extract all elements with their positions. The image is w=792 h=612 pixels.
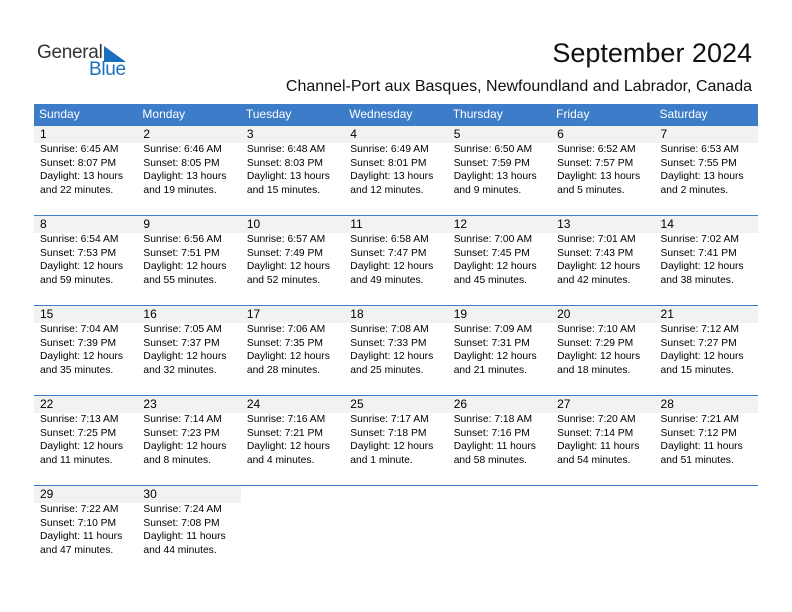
sunrise-time: Sunrise: 6:50 AM	[453, 144, 533, 155]
sunrise-time: Sunrise: 7:18 AM	[453, 414, 533, 425]
daylight-minutes: and 45 minutes.	[453, 274, 527, 286]
daylight-hours: Daylight: 12 hours	[350, 441, 434, 453]
day-info	[143, 233, 226, 287]
day-cell	[34, 216, 137, 306]
week-row	[34, 305, 758, 396]
week-row	[34, 125, 758, 216]
day-cell	[344, 396, 447, 486]
week-row	[34, 395, 758, 486]
sunset-time: Sunset: 7:16 PM	[453, 427, 530, 439]
logo-blue-text: Blue	[89, 59, 126, 80]
daylight-hours: Daylight: 12 hours	[246, 351, 330, 363]
daylight-hours: Daylight: 13 hours	[40, 171, 123, 183]
day-cell	[448, 396, 551, 486]
day-cell	[655, 126, 758, 216]
location-subtitle: Channel-Port aux Basques, Newfoundland and Labrador, Canada	[285, 78, 752, 95]
daylight-minutes: and 55 minutes.	[143, 274, 217, 286]
day-number-bar	[241, 126, 344, 143]
daylight-minutes: and 47 minutes.	[40, 544, 114, 556]
day-number: 14	[660, 217, 674, 231]
daylight-hours: Daylight: 12 hours	[246, 441, 330, 453]
daylight-hours: Daylight: 11 hours	[453, 441, 536, 453]
sunrise-time: Sunrise: 7:10 AM	[557, 324, 636, 335]
day-number: 4	[350, 127, 357, 141]
weekday-monday: Monday	[142, 107, 186, 121]
sunrise-time: Sunrise: 7:00 AM	[453, 234, 533, 245]
day-cell	[551, 396, 654, 486]
day-number: 9	[143, 217, 151, 231]
sunrise-time: Sunrise: 7:13 AM	[40, 414, 119, 425]
day-cell	[655, 396, 758, 486]
day-number: 22	[40, 397, 54, 411]
day-cell	[34, 396, 137, 486]
daylight-minutes: and 15 minutes.	[660, 364, 734, 376]
sunrise-time: Sunrise: 7:17 AM	[350, 414, 429, 425]
sunrise-time: Sunrise: 6:52 AM	[557, 144, 636, 155]
day-number-bar	[551, 126, 654, 143]
daylight-hours: Daylight: 12 hours	[453, 261, 537, 273]
sunrise-time: Sunrise: 7:08 AM	[350, 324, 429, 335]
day-info	[557, 323, 640, 377]
sunrise-time: Sunrise: 6:48 AM	[246, 144, 326, 155]
day-number: 11	[350, 217, 363, 231]
daylight-hours: Daylight: 12 hours	[143, 441, 227, 453]
sunrise-time: Sunrise: 7:22 AM	[40, 504, 119, 515]
day-cell	[344, 216, 447, 306]
daylight-hours: Daylight: 11 hours	[557, 441, 640, 453]
daylight-minutes: and 4 minutes.	[246, 454, 315, 466]
weekday-wednesday: Wednesday	[349, 107, 413, 121]
day-number: 21	[660, 307, 674, 321]
weekday-friday: Friday	[556, 107, 590, 121]
day-info	[350, 323, 433, 377]
daylight-hours: Daylight: 12 hours	[660, 261, 744, 273]
sunrise-time: Sunrise: 6:49 AM	[350, 144, 429, 155]
daylight-hours: Daylight: 12 hours	[557, 351, 641, 363]
sunset-time: Sunset: 7:08 PM	[143, 517, 220, 529]
daylight-hours: Daylight: 11 hours	[143, 531, 226, 543]
day-cell	[551, 216, 654, 306]
daylight-hours: Daylight: 12 hours	[350, 261, 434, 273]
day-info	[661, 323, 744, 377]
daylight-minutes: and 9 minutes.	[453, 184, 522, 196]
sunrise-time: Sunrise: 6:45 AM	[40, 144, 119, 155]
sunrise-time: Sunrise: 6:46 AM	[143, 144, 222, 155]
day-info	[454, 233, 537, 287]
day-number: 17	[246, 307, 261, 321]
empty-day-cell	[241, 486, 344, 576]
sunset-time: Sunset: 7:35 PM	[246, 337, 323, 349]
daylight-hours: Daylight: 12 hours	[453, 351, 537, 363]
sunset-time: Sunset: 7:23 PM	[143, 427, 220, 439]
day-info	[247, 233, 330, 287]
daylight-minutes: and 15 minutes.	[246, 184, 321, 196]
sunset-time: Sunset: 7:47 PM	[350, 247, 427, 259]
sunrise-time: Sunrise: 7:14 AM	[143, 414, 222, 425]
day-cell	[241, 396, 344, 486]
daylight-minutes: and 21 minutes.	[453, 364, 527, 376]
day-number: 19	[453, 307, 468, 321]
sunset-time: Sunset: 7:27 PM	[660, 337, 737, 349]
day-number-bar	[137, 216, 240, 233]
daylight-hours: Daylight: 13 hours	[246, 171, 330, 183]
sunset-time: Sunset: 7:29 PM	[557, 337, 634, 349]
sunrise-time: Sunrise: 7:06 AM	[246, 324, 326, 335]
day-number: 5	[453, 127, 461, 141]
daylight-hours: Daylight: 12 hours	[557, 261, 641, 273]
daylight-hours: Daylight: 13 hours	[660, 171, 744, 183]
day-cell	[241, 306, 344, 396]
daylight-hours: Daylight: 12 hours	[40, 261, 123, 273]
day-cell	[137, 486, 240, 576]
page-title: September 2024	[552, 38, 752, 68]
sunrise-time: Sunrise: 7:05 AM	[143, 324, 222, 335]
sunrise-time: Sunrise: 7:16 AM	[246, 414, 326, 425]
day-cell	[551, 126, 654, 216]
day-number: 27	[557, 397, 571, 411]
daylight-minutes: and 8 minutes.	[143, 454, 211, 466]
day-number: 8	[40, 217, 47, 231]
sunset-time: Sunset: 8:07 PM	[40, 157, 117, 169]
daylight-minutes: and 25 minutes.	[350, 364, 424, 376]
sunset-time: Sunset: 7:18 PM	[350, 427, 427, 439]
weekday-sunday: Sunday	[39, 107, 80, 121]
day-number: 23	[143, 397, 157, 411]
daylight-minutes: and 42 minutes.	[557, 274, 631, 286]
sunset-time: Sunset: 7:41 PM	[660, 247, 737, 259]
day-info	[454, 413, 536, 467]
day-info	[661, 143, 744, 197]
sunset-time: Sunset: 7:33 PM	[350, 337, 427, 349]
day-number-bar	[137, 126, 240, 143]
sunset-time: Sunset: 7:49 PM	[246, 247, 323, 259]
daylight-minutes: and 32 minutes.	[143, 364, 217, 376]
day-number-bar	[34, 216, 137, 233]
day-info	[247, 323, 330, 377]
day-info	[454, 323, 537, 377]
day-cell	[655, 306, 758, 396]
daylight-minutes: and 54 minutes.	[557, 454, 631, 466]
day-number: 30	[143, 487, 157, 501]
day-info	[143, 323, 226, 377]
day-number-bar	[344, 126, 447, 143]
daylight-minutes: and 59 minutes.	[40, 274, 114, 286]
daylight-minutes: and 2 minutes.	[660, 184, 729, 196]
day-info	[661, 413, 743, 467]
day-info	[40, 143, 123, 197]
day-cell	[137, 216, 240, 306]
day-cell	[241, 126, 344, 216]
sunset-time: Sunset: 7:39 PM	[40, 337, 117, 349]
day-info	[247, 413, 330, 467]
daylight-hours: Daylight: 12 hours	[143, 351, 227, 363]
day-number: 3	[246, 127, 254, 141]
daylight-minutes: and 5 minutes.	[557, 184, 625, 196]
sunrise-time: Sunrise: 7:09 AM	[453, 324, 533, 335]
sunset-time: Sunset: 7:55 PM	[660, 157, 737, 169]
day-number: 28	[660, 397, 674, 411]
daylight-minutes: and 35 minutes.	[40, 364, 114, 376]
daylight-hours: Daylight: 12 hours	[40, 441, 123, 453]
day-number-bar	[448, 126, 551, 143]
daylight-minutes: and 11 minutes.	[40, 454, 113, 466]
day-number: 15	[40, 307, 54, 321]
day-info	[557, 143, 640, 197]
day-cell	[655, 216, 758, 306]
sunset-time: Sunset: 8:03 PM	[246, 157, 323, 169]
sunrise-time: Sunrise: 7:20 AM	[557, 414, 636, 425]
daylight-hours: Daylight: 13 hours	[350, 171, 434, 183]
day-info	[143, 413, 226, 467]
daylight-minutes: and 38 minutes.	[660, 274, 734, 286]
daylight-minutes: and 58 minutes.	[453, 454, 527, 466]
day-info	[143, 143, 226, 197]
day-info	[40, 233, 123, 287]
day-cell	[34, 306, 137, 396]
day-cell	[448, 216, 551, 306]
day-number: 18	[350, 307, 364, 321]
day-cell	[137, 306, 240, 396]
day-number: 1	[40, 127, 47, 141]
sunrise-time: Sunrise: 7:04 AM	[40, 324, 119, 335]
sunrise-time: Sunrise: 6:58 AM	[350, 234, 429, 245]
weekday-thursday: Thursday	[452, 107, 503, 121]
sunset-time: Sunset: 8:01 PM	[350, 157, 427, 169]
sunset-time: Sunset: 7:51 PM	[143, 247, 220, 259]
day-info	[350, 143, 433, 197]
sunrise-time: Sunrise: 7:21 AM	[660, 414, 739, 425]
day-cell	[448, 306, 551, 396]
day-number: 2	[143, 127, 151, 141]
daylight-minutes: and 18 minutes.	[557, 364, 631, 376]
week-row	[34, 215, 758, 306]
sunset-time: Sunset: 7:59 PM	[453, 157, 530, 169]
day-info	[247, 143, 330, 197]
day-number: 25	[350, 397, 364, 411]
weekday-saturday: Saturday	[659, 107, 708, 121]
sunset-time: Sunset: 7:43 PM	[557, 247, 634, 259]
sunset-time: Sunset: 7:12 PM	[660, 427, 737, 439]
sunset-time: Sunset: 7:37 PM	[143, 337, 220, 349]
empty-day-cell	[448, 486, 551, 576]
weekday-tuesday: Tuesday	[245, 107, 292, 121]
sunset-time: Sunset: 7:57 PM	[557, 157, 634, 169]
day-cell	[137, 396, 240, 486]
day-cell	[344, 126, 447, 216]
sunset-time: Sunset: 7:53 PM	[40, 247, 117, 259]
day-number: 12	[453, 217, 468, 231]
day-info	[143, 503, 225, 557]
sunset-time: Sunset: 7:21 PM	[246, 427, 323, 439]
daylight-minutes: and 1 minute.	[350, 454, 413, 466]
day-info	[454, 143, 537, 197]
day-cell	[344, 306, 447, 396]
day-number: 6	[557, 127, 564, 141]
daylight-hours: Daylight: 12 hours	[40, 351, 123, 363]
sunset-time: Sunset: 7:45 PM	[453, 247, 530, 259]
weekday-header	[34, 104, 758, 125]
empty-day-cell	[551, 486, 654, 576]
day-cell	[241, 216, 344, 306]
daylight-minutes: and 12 minutes.	[350, 184, 424, 196]
empty-day-cell	[655, 486, 758, 576]
day-cell	[34, 486, 137, 576]
day-info	[40, 323, 123, 377]
day-cell	[137, 126, 240, 216]
day-cell	[448, 126, 551, 216]
day-number: 26	[453, 397, 468, 411]
daylight-hours: Daylight: 13 hours	[453, 171, 537, 183]
day-info	[350, 233, 433, 287]
sunset-time: Sunset: 8:05 PM	[143, 157, 220, 169]
day-number-bar	[655, 126, 758, 143]
sunrise-time: Sunrise: 7:02 AM	[660, 234, 739, 245]
daylight-minutes: and 28 minutes.	[246, 364, 321, 376]
daylight-hours: Daylight: 11 hours	[40, 531, 123, 543]
daylight-minutes: and 52 minutes.	[246, 274, 321, 286]
empty-day-cell	[344, 486, 447, 576]
day-number: 10	[246, 217, 261, 231]
day-info	[661, 233, 744, 287]
daylight-hours: Daylight: 12 hours	[660, 351, 744, 363]
day-info	[40, 503, 122, 557]
sunrise-time: Sunrise: 7:24 AM	[143, 504, 222, 515]
day-number: 13	[557, 217, 571, 231]
day-number: 20	[557, 307, 571, 321]
day-number: 16	[143, 307, 157, 321]
day-number-bar	[34, 126, 137, 143]
sunrise-time: Sunrise: 7:12 AM	[660, 324, 739, 335]
day-number: 7	[660, 127, 668, 141]
daylight-minutes: and 49 minutes.	[350, 274, 424, 286]
logo-general-text: General	[37, 42, 103, 63]
daylight-hours: Daylight: 13 hours	[557, 171, 641, 183]
day-number: 29	[40, 487, 54, 501]
daylight-hours: Daylight: 12 hours	[350, 351, 434, 363]
daylight-minutes: and 51 minutes.	[660, 454, 734, 466]
day-number: 24	[246, 397, 261, 411]
daylight-hours: Daylight: 13 hours	[143, 171, 227, 183]
daylight-minutes: and 22 minutes.	[40, 184, 114, 196]
sunset-time: Sunset: 7:10 PM	[40, 517, 117, 529]
daylight-hours: Daylight: 12 hours	[246, 261, 330, 273]
day-info	[350, 413, 433, 467]
sunrise-time: Sunrise: 7:01 AM	[557, 234, 636, 245]
day-cell	[551, 306, 654, 396]
sunrise-time: Sunrise: 6:54 AM	[40, 234, 119, 245]
week-row	[34, 485, 758, 576]
day-info	[40, 413, 123, 467]
sunrise-time: Sunrise: 6:56 AM	[143, 234, 222, 245]
sunset-time: Sunset: 7:14 PM	[557, 427, 634, 439]
day-info	[557, 413, 639, 467]
daylight-minutes: and 19 minutes.	[143, 184, 217, 196]
sunset-time: Sunset: 7:25 PM	[40, 427, 117, 439]
sunset-time: Sunset: 7:31 PM	[453, 337, 530, 349]
daylight-hours: Daylight: 11 hours	[660, 441, 743, 453]
daylight-minutes: and 44 minutes.	[143, 544, 217, 556]
sunrise-time: Sunrise: 6:57 AM	[246, 234, 326, 245]
sunrise-time: Sunrise: 6:53 AM	[660, 144, 739, 155]
logo	[37, 42, 137, 82]
daylight-hours: Daylight: 12 hours	[143, 261, 227, 273]
day-info	[557, 233, 640, 287]
day-cell	[34, 126, 137, 216]
